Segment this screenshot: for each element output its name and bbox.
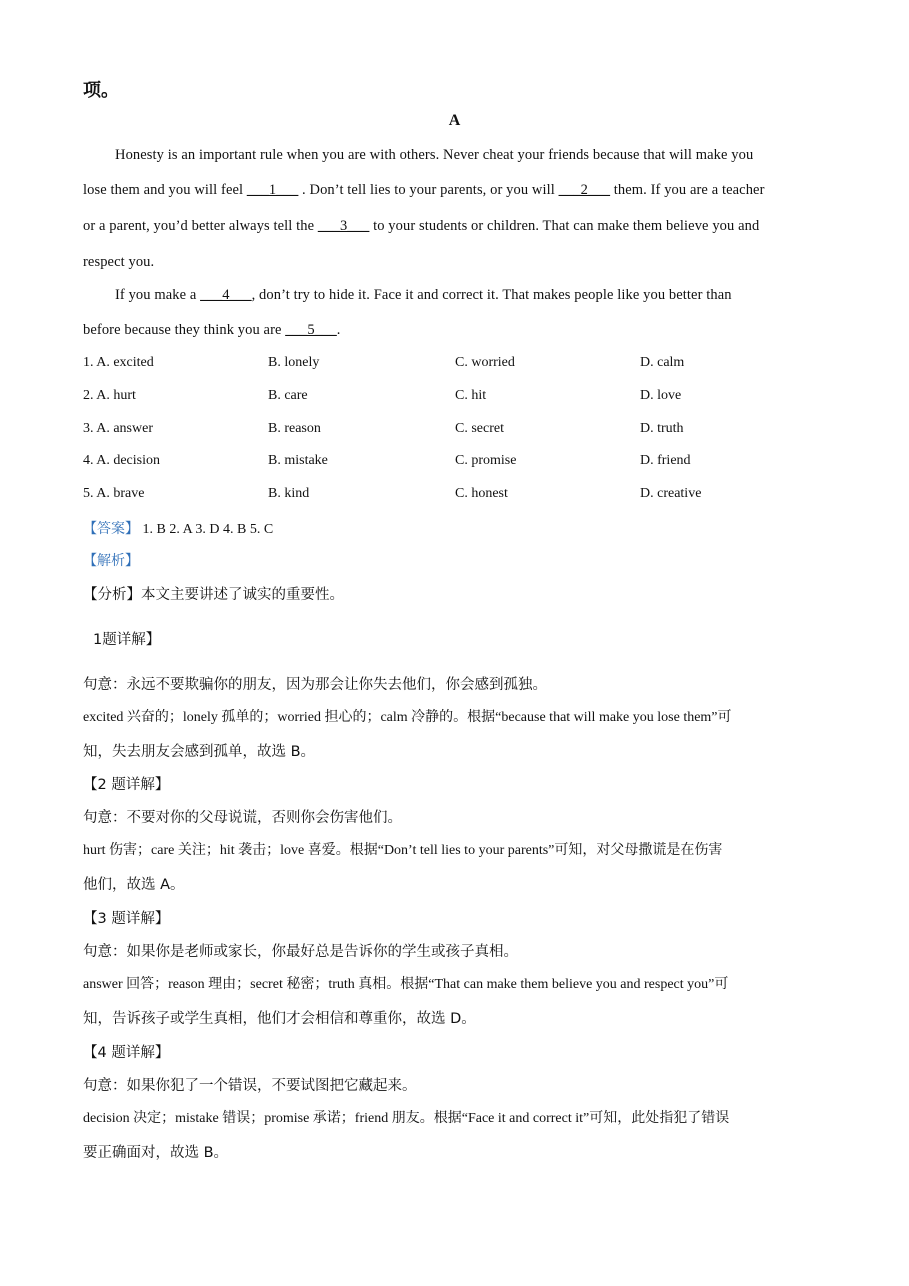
- option-a: 5. A. brave: [83, 486, 145, 501]
- option-d: D. calm: [640, 355, 685, 370]
- passage-text: before because they think you are: [83, 322, 286, 338]
- detail-3-meaning: 句意：如果你是老师或家长，你最好总是告诉你的学生或孩子真相。: [83, 944, 518, 960]
- detail-4-title: 【4 题详解】: [83, 1045, 170, 1061]
- blank-3: ___3___: [317, 218, 370, 234]
- passage-text: to your students or children. That can make them believe you and: [369, 218, 760, 234]
- passage-p2-line2: [83, 322, 340, 339]
- detail-4-conclusion: 要正确面对，故选 B。: [83, 1145, 229, 1161]
- option-c: C. honest: [455, 486, 508, 501]
- passage-text: lose them and you will feel: [83, 182, 247, 198]
- option-a: 4. A. decision: [83, 453, 160, 468]
- passage-p1-line4: respect you.: [83, 254, 155, 270]
- option-c: C. hit: [455, 388, 487, 403]
- blank-4: ___4___: [200, 287, 252, 303]
- answer-tag: 【答案】: [83, 521, 139, 537]
- detail-2-words: hurt 伤害；care 关注；hit 袭击；love 喜爱。根据“Don’t tell lies to your parents”可知，对父母撒谎是在伤害: [83, 843, 723, 858]
- option-a: 3. A. answer: [83, 421, 153, 436]
- blank-2: ___2___: [558, 182, 611, 198]
- passage-p2-line1: [115, 287, 732, 304]
- option-c: C. promise: [455, 453, 517, 468]
- header-fragment: 项。: [83, 80, 119, 101]
- passage-text: or a parent, you’d better always tell the: [83, 218, 318, 234]
- passage-p1-line2: [83, 182, 765, 199]
- answer-line: [83, 518, 273, 538]
- analysis-summary: 【分析】本文主要讲述了诚实的重要性。: [83, 587, 344, 603]
- passage-text: , don’t try to hide it. Face it and correct it. That makes people like you better than: [251, 287, 732, 303]
- blank-5: ___5___: [285, 322, 337, 338]
- passage-text: them. If you are a teacher: [610, 182, 765, 198]
- detail-3-conclusion: 知，告诉孩子或学生真相，他们才会相信和尊重你，故选 D。: [83, 1011, 476, 1027]
- detail-3-words: answer 回答；reason 理由；secret 秘密；truth 真相。根据“That can make them believe you and respect you”可: [83, 977, 729, 992]
- option-b: B. mistake: [268, 453, 328, 468]
- detail-2-conclusion: 他们，故选 A。: [83, 877, 185, 893]
- blank-1: ___1___: [246, 182, 299, 198]
- detail-1-words: excited 兴奋的；lonely 孤单的；worried 担心的；calm 冷静的。根据“because that will make you lose them”可: [83, 710, 732, 725]
- option-d: D. love: [640, 388, 682, 403]
- option-b: B. reason: [268, 421, 321, 436]
- option-a: 1. A. excited: [83, 355, 154, 370]
- option-d: D. truth: [640, 421, 684, 436]
- option-b: B. kind: [268, 486, 310, 501]
- detail-4-meaning: 句意：如果你犯了一个错误，不要试图把它藏起来。: [83, 1078, 417, 1094]
- passage-p1-line1: Honesty is an important rule when you are with others. Never cheat your friends because that will make you: [115, 147, 754, 163]
- detail-4-words: decision 决定；mistake 错误；promise 承诺；friend 朋友。根据“Face it and correct it”可知，此处指犯了错误: [83, 1111, 730, 1126]
- detail-1-meaning: 句意：永远不要欺骗你的朋友，因为那会让你失去他们，你会感到孤独。: [83, 677, 547, 693]
- option-c: C. secret: [455, 421, 504, 436]
- passage-p1-line3: [83, 218, 759, 235]
- section-title: A: [448, 112, 461, 129]
- passage-text: If you make a: [115, 287, 201, 303]
- answer-values: 1. B 2. A 3. D 4. B 5. C: [142, 522, 274, 537]
- detail-2-meaning: 句意：不要对你的父母说谎，否则你会伤害他们。: [83, 810, 402, 826]
- detail-3-title: 【3 题详解】: [83, 911, 170, 927]
- detail-1-conclusion: 知，失去朋友会感到孤单，故选 B。: [83, 744, 316, 760]
- option-d: D. friend: [640, 453, 691, 468]
- passage-text: . Don’t tell lies to your parents, or you will: [298, 182, 559, 198]
- option-b: B. care: [268, 388, 308, 403]
- option-b: B. lonely: [268, 355, 320, 370]
- analysis-tag: 【解析】: [83, 553, 139, 569]
- option-c: C. worried: [455, 355, 515, 370]
- detail-2-title: 【2 题详解】: [83, 777, 170, 793]
- option-d: D. creative: [640, 486, 702, 501]
- detail-1-title: 1题详解】: [93, 632, 161, 648]
- passage-text: .: [336, 322, 341, 338]
- option-a: 2. A. hurt: [83, 388, 136, 403]
